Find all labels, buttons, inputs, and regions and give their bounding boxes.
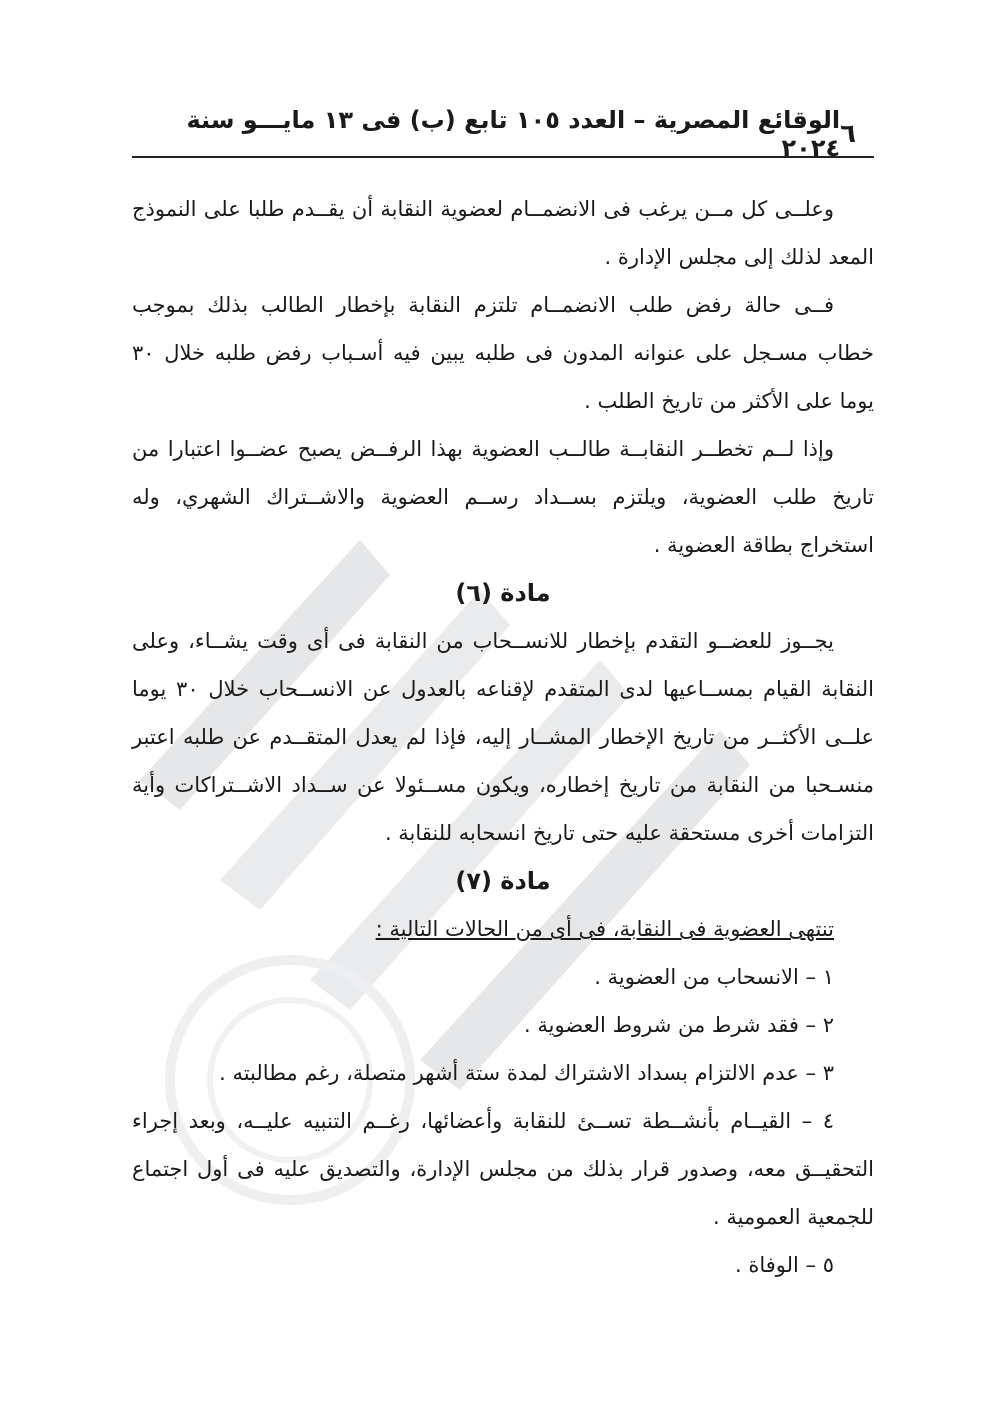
document-body bbox=[132, 185, 874, 1289]
list-item: ٣ – عدم الالتزام بسداد الاشتراك لمدة ستة أشهر متصلة، رغم مطالبته . bbox=[219, 1061, 834, 1085]
page-header bbox=[132, 106, 874, 162]
list-item: ٢ – فقد شرط من شروط العضوية . bbox=[524, 1013, 834, 1037]
list-item: ٥ – الوفاة . bbox=[734, 1253, 834, 1277]
paragraph: وعلــى كل مــن يرغب فى الانضمــام لعضوية النقابة أن يقــدم طلبا على النموذج المعد لذلك إلى مجلس الإدارة . bbox=[132, 197, 874, 269]
article-6-title: مادة (٦) bbox=[455, 579, 551, 607]
paragraph: وإذا لــم تخطــر النقابــة طالــب العضوية بهذا الرفــض يصبح عضــوا اعتبارا من تاريخ طلب العضوية، ويلتزم بســداد رســم العضوية والاشــتراك الشهري، وله استخراج بطاقة العضوية . bbox=[132, 437, 874, 557]
gazette-title: الوقائع المصرية – العدد ١٠٥ تابع (ب) فى ١٣ مايـــو سنة ٢٠٢٤ bbox=[186, 106, 841, 162]
paragraph: فــى حالة رفض طلب الانضمــام تلتزم النقابة بإخطار الطالب بذلك بموجب خطاب مسـجل على عنوانه المدون فى طلبه يبين فيه أسـباب رفض طلبه خلال ٣٠ يوما على الأكثر من تاريخ الطلب . bbox=[132, 293, 874, 413]
list-item: ٤ – القيــام بأنشــطة تســئ للنقابة وأعضائها، رغــم التنبيه عليــه، وبعد إجراء التحقيــق معه، وصدور قرار بذلك من مجلس الإدارة، والتصديق عليه فى أول اجتماع للجمعية العمومية . bbox=[132, 1109, 874, 1229]
list-item: ١ – الانسحاب من العضوية . bbox=[594, 965, 834, 989]
page-number: ٦ bbox=[840, 119, 856, 149]
article-7-title: مادة (٧) bbox=[455, 867, 551, 895]
article-7-intro bbox=[132, 905, 874, 953]
article-7-intro-text: تنتهى العضوية فى النقابة، فى أى من الحالات التالية : bbox=[375, 917, 834, 941]
article-6-text: يجــوز للعضــو التقدم بإخطار للانســحاب من النقابة فى أى وقت يشــاء، وعلى النقابة القيام بمســاعيها لدى المتقدم لإقناعه بالعدول عن الانســحاب خلال ٣٠ يوما علــى الأكثــر من تاريخ الإخطار المشــار إليه، فإذا لم يعدل المتقــدم عن طلبه اعتبر منسـحبا من النقابة من تاريخ إخطاره، ويكون مســئولا عن ســداد الاشــتراكات وأية التزامات أخرى مستحقة عليه حتى تاريخ انسحابه للنقابة . bbox=[132, 629, 874, 845]
